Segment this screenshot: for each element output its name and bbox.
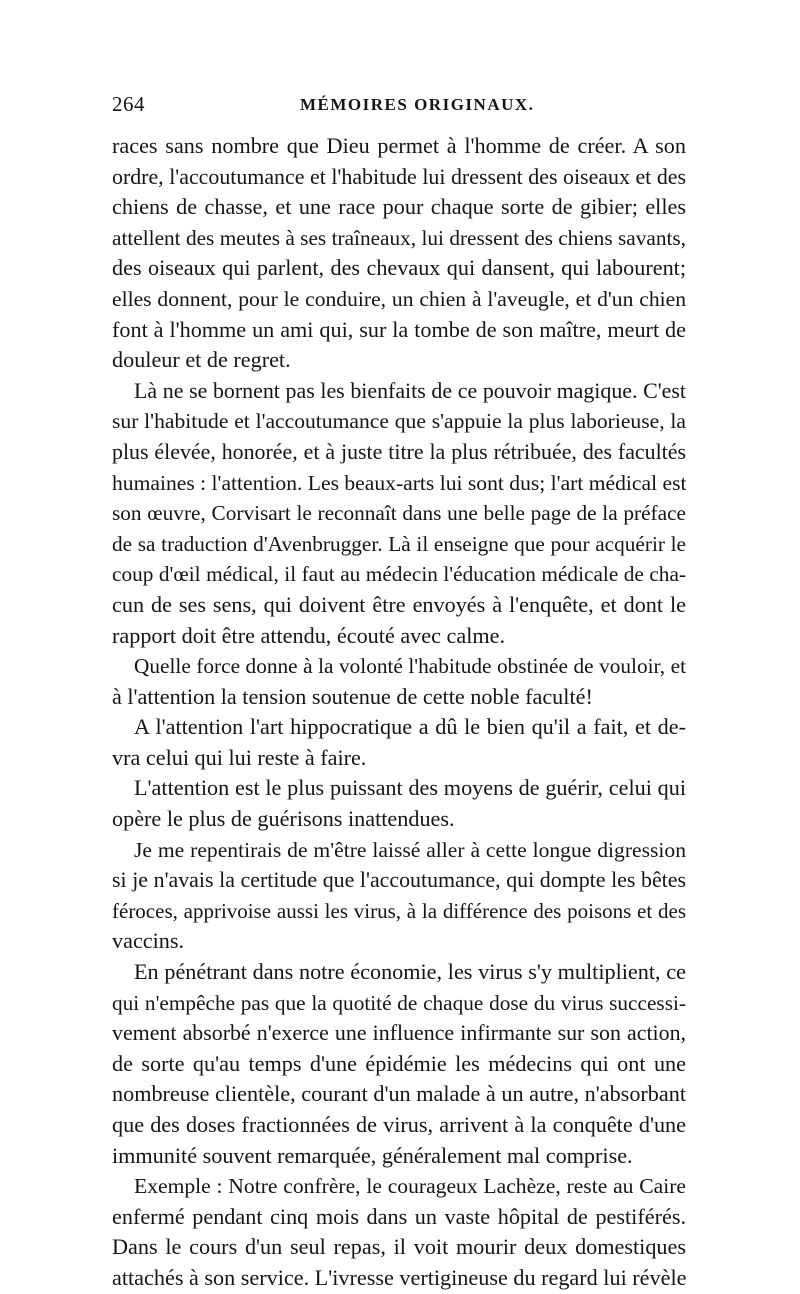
- text-line: chiens de chasse, et une race pour chaque sorte de gibier; elles: [112, 194, 686, 220]
- text-line: coup d'œil médical, il faut au médecin l'éducation médicale de cha-: [112, 562, 686, 587]
- running-title: MÉMOIRES ORIGINAUX.: [300, 95, 535, 114]
- text-line: Quelle force donne à la volonté l'habitude obstinée de vouloir, et: [134, 654, 686, 679]
- text-line: de sorte qu'au temps d'une épidémie les médecins qui ont une: [112, 1050, 686, 1076]
- text-line: féroces, apprivoise aussi les virus, à la différence des poisons et des: [112, 898, 686, 923]
- text-line: vra celui qui lui reste à faire.: [112, 744, 367, 770]
- text-line: Là ne se bornent pas les bienfaits de ce pouvoir magique. C'est: [134, 377, 686, 403]
- text-line: que des doses fractionnées de virus, arrivent à la conquête d'une: [112, 1112, 686, 1137]
- text-line: qui n'empêche pas que la quotité de chaque dose du virus successi-: [112, 990, 686, 1015]
- text-line: font à l'homme un ami qui, sur la tombe de son maître, meurt de: [112, 316, 686, 342]
- text-line: attachés à son service. L'ivresse vertigineuse du regard lui révèle: [112, 1264, 686, 1290]
- text-line: Je me repentirais de m'être laissé aller à cette longue digression: [134, 837, 686, 862]
- text-line: nombreuse clientèle, courant d'un malade à un autre, n'absorbant: [112, 1081, 686, 1107]
- text-line: Dans le cours d'un seul repas, il voit mourir deux domestiques: [112, 1234, 686, 1260]
- text-line: opère le plus de guérisons inattendues.: [112, 806, 455, 832]
- text-line: rapport doit être attendu, écouté avec calme.: [112, 622, 506, 648]
- text-line: cun de ses sens, qui doivent être envoyés à l'enquête, et dont le: [112, 591, 686, 617]
- text-line: douleur et de regret.: [112, 347, 291, 373]
- text-line: plus élevée, honorée, et à juste titre la plus rétribuée, des facultés: [112, 438, 686, 464]
- text-line: son œuvre, Corvisart le reconnaît dans une belle page de la préface: [112, 501, 686, 526]
- text-line: En pénétrant dans notre économie, les virus s'y multiplient, ce: [134, 959, 686, 985]
- text-line: enfermé pendant cinq mois dans un vaste hôpital de pestiférés.: [112, 1203, 686, 1229]
- text-line: elles donnent, pour le conduire, un chien à l'aveugle, et d'un chien: [112, 286, 686, 311]
- text-line: des oiseaux qui parlent, des chevaux qui dansent, qui labourent;: [112, 255, 686, 281]
- text-line: races sans nombre que Dieu permet à l'homme de créer. A son: [112, 133, 686, 158]
- text-line: de sa traduction d'Avenbrugger. Là il enseigne que pour acquérir le: [112, 531, 686, 556]
- text-line: Exemple : Notre confrère, le courageux Lachèze, reste au Caire: [134, 1174, 686, 1199]
- text-line: ordre, l'accoutumance et l'habitude lui dressent des oiseaux et des: [112, 163, 686, 189]
- text-line: si je n'avais la certitude que l'accoutumance, qui dompte les bêtes: [112, 867, 686, 893]
- text-line: vement absorbé n'exerce une influence infirmante sur son action,: [112, 1020, 686, 1046]
- text-line: sur l'habitude et l'accoutumance que s'appuie la plus laborieuse, la: [112, 409, 686, 434]
- text-line: L'attention est le plus puissant des moyens de guérir, celui qui: [134, 775, 686, 801]
- body-text: [112, 131, 686, 1294]
- text-line: à l'attention la tension soutenue de cette noble faculté!: [112, 683, 593, 709]
- running-head: [112, 92, 684, 122]
- text-line: attellent des meutes à ses traîneaux, lui dressent des chiens savants,: [112, 225, 686, 250]
- text-line: immunité souvent remarquée, généralement mal comprise.: [112, 1142, 633, 1168]
- text-line: vaccins.: [112, 928, 185, 954]
- text-line: A l'attention l'art hippocratique a dû le bien qu'il a fait, et de-: [134, 714, 686, 740]
- page-number: 264: [112, 92, 145, 116]
- text-line: humaines : l'attention. Les beaux-arts lui sont dus; l'art médical est: [112, 470, 686, 495]
